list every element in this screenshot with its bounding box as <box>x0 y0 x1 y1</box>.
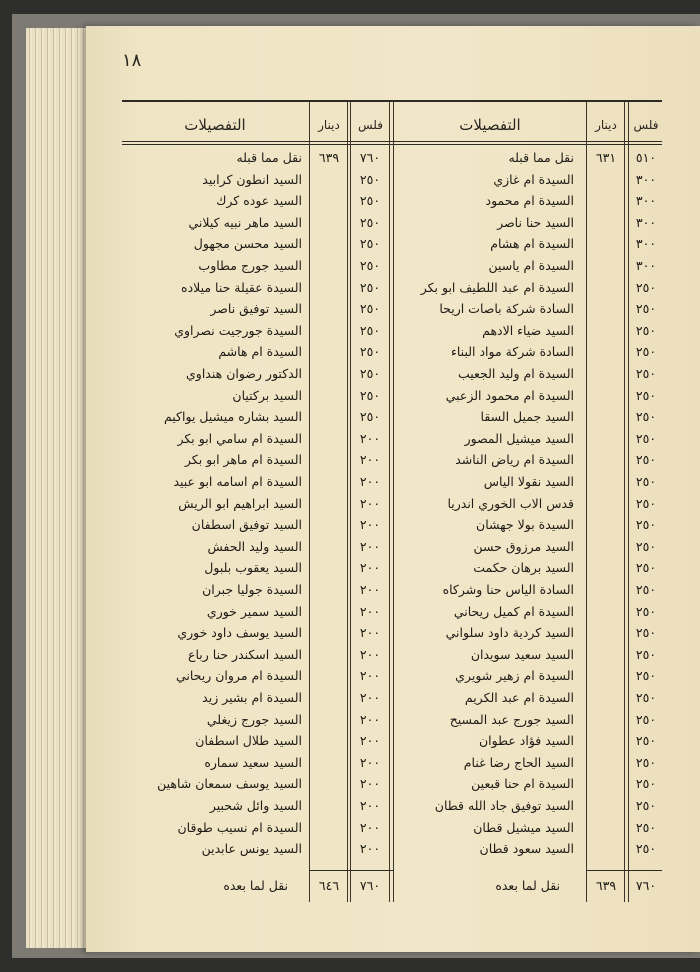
donor-name: السيدة ام هاشم <box>218 344 302 360</box>
carried-out-row <box>400 878 662 898</box>
carried-out-dinar: ٦٣٩ <box>595 878 617 893</box>
fils-amount: ٢٥٠ <box>635 754 657 770</box>
carried-in-label: نقل مما قبله <box>236 150 302 165</box>
ledger-entry-row <box>400 323 662 343</box>
carried-in-row <box>122 150 390 170</box>
ledger-entry-row <box>122 452 390 472</box>
ledger-entry-row <box>400 431 662 451</box>
ledger-entry-row <box>400 690 662 710</box>
donor-name: السيدة جورجيت نصراوي <box>174 322 302 338</box>
fils-amount: ٢٠٠ <box>359 474 381 489</box>
fils-amount: ٢٥٠ <box>635 776 657 792</box>
fils-amount: ٢٥٠ <box>635 344 657 360</box>
donor-name: السيد توفيق اسطفان <box>191 517 302 533</box>
fils-amount: ٢٥٠ <box>635 409 657 425</box>
fils-amount: ٢٠٠ <box>359 819 381 835</box>
donor-name: السيد يونس عابدين <box>201 841 302 857</box>
donor-name: السيد محسن مجهول <box>193 236 302 252</box>
carried-out-fils: ٧٦٠ <box>635 878 657 893</box>
ledger-entry-row <box>400 733 662 753</box>
donor-name: السيد وائل شحبير <box>209 798 302 813</box>
left-ledger-rows <box>122 150 390 893</box>
donor-name: السيد جورج عبد المسيح <box>449 711 574 727</box>
fils-amount: ٢٠٠ <box>359 776 381 792</box>
fils-amount: ٢٥٠ <box>635 517 657 533</box>
donor-name: السيد جورج زيغلي <box>206 711 302 727</box>
fils-amount: ٢٥٠ <box>635 452 657 468</box>
donor-name: السيد سمير خوري <box>206 603 302 619</box>
ledger-entry-row <box>122 193 390 213</box>
ledger-entry-row <box>400 582 662 602</box>
fils-amount: ٣٠٠ <box>635 171 657 187</box>
donor-name: السادة الياس حنا وشركاه <box>442 582 574 597</box>
fils-amount: ٢٥٠ <box>635 646 657 662</box>
fils-amount: ٢٥٠ <box>635 430 657 446</box>
carried-out-label: نقل لما بعده <box>223 878 288 893</box>
ledger-entry-row <box>400 668 662 688</box>
fils-amount: ٢٥٠ <box>359 279 381 295</box>
fils-amount: ٢٠٠ <box>359 711 381 727</box>
ledger-entry-row <box>122 625 390 645</box>
fils-amount: ٧٦٠ <box>359 150 381 165</box>
donor-name: السيدة ام عبد الكريم <box>464 690 574 705</box>
fils-amount: ٢٥٠ <box>359 322 381 338</box>
donor-name: السيدة عقيلة حنا ميلاده <box>181 279 302 295</box>
fils-amount: ٢٠٠ <box>359 733 381 749</box>
fils-amount: ٢٥٠ <box>635 301 657 317</box>
ledger-entry-row <box>122 409 390 429</box>
fils-amount: ٢٥٠ <box>359 258 381 273</box>
donor-name: السيد سعيد سويدان <box>470 646 574 662</box>
carried-out-label: نقل لما بعده <box>495 878 560 893</box>
ledger-entry-row <box>400 604 662 624</box>
donor-name: السيدة ام عبد اللطيف ابو بكر <box>420 279 574 295</box>
donor-name: السيد انطون كرابيد <box>202 171 302 187</box>
fils-amount: ٢٠٠ <box>359 517 381 533</box>
fils-amount: ٢٥٠ <box>359 301 381 317</box>
fils-amount: ٢٥٠ <box>635 625 657 641</box>
fils-amount: ٢٥٠ <box>635 841 657 857</box>
fils-amount: ٢٥٠ <box>635 495 657 511</box>
ledger-entry-row <box>400 647 662 667</box>
ledger-entry-row <box>400 172 662 192</box>
donor-name: السيد حنا ناصر <box>497 214 574 230</box>
fils-amount: ٣٠٠ <box>635 236 657 252</box>
ledger-entry-row <box>122 755 390 775</box>
donor-name: السيدة ام محمود <box>485 193 574 209</box>
fils-amount: ٥١٠ <box>635 150 657 165</box>
donor-name: السيد يعقوب بلبول <box>204 560 302 576</box>
donor-name: السيدة ام نسيب طوقان <box>177 819 302 835</box>
ledger-entry-row <box>122 236 390 256</box>
fils-amount: ٢٥٠ <box>359 214 381 230</box>
ledger-entry-row <box>122 172 390 192</box>
ledger-entry-row <box>400 755 662 775</box>
page-number: ١٨ <box>122 50 142 71</box>
ledger-entry-row <box>400 776 662 796</box>
carried-out-row <box>122 878 390 898</box>
donor-name: السيدة ام اسامه ابو عبيد <box>173 474 302 489</box>
ledger-entry-row <box>400 280 662 300</box>
ledger-entry-row <box>122 366 390 386</box>
donor-name: السيدة ام رياض الناشد <box>455 452 574 468</box>
header-dinar-left: دينار <box>318 118 340 132</box>
ledger-entry-row <box>400 841 662 861</box>
ledger-entry-row <box>400 517 662 537</box>
carried-in-label: نقل مما قبله <box>508 150 574 165</box>
ledger-entry-row <box>400 625 662 645</box>
donor-name: السيد توفيق ناصر <box>210 301 302 317</box>
ledger-entry-row <box>122 820 390 840</box>
header-details-left: التفصيلات <box>184 116 246 134</box>
fils-amount: ٢٥٠ <box>359 171 381 187</box>
header-details-right: التفصيلات <box>459 116 521 134</box>
ledger-entry-row <box>400 258 662 278</box>
donor-name: السيدة ام مروان ريحاني <box>175 668 302 684</box>
fils-amount: ٣٠٠ <box>635 214 657 230</box>
fils-amount: ٢٥٠ <box>635 711 657 727</box>
ledger-entry-row <box>122 668 390 688</box>
carried-out-dinar: ٦٤٦ <box>318 878 340 893</box>
donor-name: السيدة ام بشير زيد <box>202 690 302 705</box>
ledger-entry-row <box>400 388 662 408</box>
donor-name: السيدة ام سامي ابو بكر <box>177 430 302 446</box>
donor-name: السيد برهان حكمت <box>473 560 574 576</box>
donor-name: السيد كردية داود سلواني <box>445 625 574 641</box>
ledger-entry-row <box>122 258 390 278</box>
donor-name: السيدة ام حنا قبعين <box>471 776 574 792</box>
fils-amount: ٢٥٠ <box>635 819 657 835</box>
donor-name: الدكتور رضوان هنداوي <box>186 366 302 381</box>
ledger-entry-row <box>400 366 662 386</box>
fils-amount: ٢٥٠ <box>635 366 657 381</box>
donor-name: السيد عوده كرك <box>216 193 302 209</box>
fils-amount: ٢٠٠ <box>359 538 381 554</box>
donor-name: السيدة ام وليد الجعيب <box>457 366 574 381</box>
donor-name: السيدة ام ماهر ابو بكر <box>184 452 302 468</box>
ledger-entry-row <box>122 280 390 300</box>
ledger-entry-row <box>122 841 390 861</box>
fils-amount: ٢٥٠ <box>635 582 657 597</box>
donor-name: السيدة ام محمود الزعبي <box>445 387 574 403</box>
fils-amount: ٢٥٠ <box>635 733 657 749</box>
donor-name: السيد جورج مطاوب <box>198 258 302 273</box>
ledger-entry-row <box>122 496 390 516</box>
fils-amount: ٢٥٠ <box>359 409 381 425</box>
fils-amount: ٣٠٠ <box>635 258 657 273</box>
ledger-entry-row <box>122 517 390 537</box>
fils-amount: ٢٠٠ <box>359 754 381 770</box>
donor-name: السيد ضياء الادهم <box>482 322 574 338</box>
fils-amount: ٢٠٠ <box>359 495 381 511</box>
fils-amount: ٢٠٠ <box>359 668 381 684</box>
donor-name: السيدة ام غازي <box>493 171 574 187</box>
ledger-entry-row <box>122 712 390 732</box>
fils-amount: ٢٠٠ <box>359 452 381 468</box>
ledger-entry-row <box>122 647 390 667</box>
fils-amount: ٢٥٠ <box>635 322 657 338</box>
fils-amount: ٢٠٠ <box>359 625 381 641</box>
donor-name: السيد اسكندر حنا رباع <box>188 646 302 662</box>
ledger-entry-row <box>400 560 662 580</box>
right-ledger-rows <box>400 150 662 893</box>
ledger-entry-row <box>122 215 390 235</box>
carried-in-row <box>400 150 662 170</box>
fils-amount: ٢٥٠ <box>359 387 381 403</box>
header-dinar-right: دينار <box>595 118 617 132</box>
donor-name: السيد طلال اسطفان <box>195 733 302 749</box>
fils-amount: ٢٥٠ <box>635 668 657 684</box>
fils-amount: ٢٠٠ <box>359 582 381 597</box>
ledger-entry-row <box>122 431 390 451</box>
fils-amount: ٢٠٠ <box>359 646 381 662</box>
header-rule <box>122 141 662 142</box>
ledger-entry-row <box>122 474 390 494</box>
fils-amount: ٢٥٠ <box>635 798 657 813</box>
fils-amount: ٢٥٠ <box>635 279 657 295</box>
fils-amount: ٢٠٠ <box>359 690 381 705</box>
header-fils-right: فلس <box>633 118 659 132</box>
ledger-entry-row <box>122 582 390 602</box>
dinar-amount: ٦٣٩ <box>318 150 340 165</box>
ledger-entry-row <box>122 560 390 580</box>
fils-amount: ٢٥٠ <box>635 387 657 403</box>
donor-name: قدس الاب الخوري اندريا <box>447 495 574 511</box>
donor-name: السيد ميشيل قطان <box>473 819 574 835</box>
donor-name: السيد ابراهيم ابو الريش <box>178 495 302 511</box>
ledger-entry-row <box>400 301 662 321</box>
ledger-entry-row <box>122 344 390 364</box>
ledger-entry-row <box>400 193 662 213</box>
donor-name: السيدة ام كميل ريحاني <box>453 603 574 619</box>
donor-name: السيد نقولا الياس <box>483 474 574 489</box>
fils-amount: ٢٥٠ <box>359 193 381 209</box>
fils-amount: ٣٠٠ <box>635 193 657 209</box>
ledger-entry-row <box>122 798 390 818</box>
ledger-entry-row <box>400 539 662 559</box>
donor-name: السيد سعيد سماره <box>204 754 302 770</box>
ledger-entry-row <box>122 690 390 710</box>
ledger-entry-row <box>400 474 662 494</box>
donor-name: السادة شركة مواد البناء <box>450 344 574 360</box>
donor-name: السيد بركتيان <box>232 387 302 403</box>
ledger-entry-row <box>400 798 662 818</box>
ledger-entry-row <box>400 409 662 429</box>
fils-amount: ٢٥٠ <box>635 603 657 619</box>
ledger-entry-row <box>400 236 662 256</box>
ledger-entry-row <box>122 776 390 796</box>
donor-name: السيد ميشيل المصور <box>464 430 574 446</box>
ledger-entry-row <box>122 323 390 343</box>
fils-amount: ٢٥٠ <box>359 236 381 252</box>
fils-amount: ٢٠٠ <box>359 560 381 576</box>
ledger-entry-row <box>122 733 390 753</box>
donor-name: السيدة ام هشام <box>490 236 574 252</box>
donor-name: السيد توفيق جاد الله قطان <box>434 798 574 813</box>
ledger-entry-row <box>400 712 662 732</box>
fils-amount: ٢٠٠ <box>359 798 381 813</box>
header-rule-2 <box>122 144 662 145</box>
fils-amount: ٢٥٠ <box>635 690 657 705</box>
fils-amount: ٢٥٠ <box>635 560 657 576</box>
fils-amount: ٢٥٠ <box>635 474 657 489</box>
fils-amount: ٢٥٠ <box>359 366 381 381</box>
donor-name: السيدة جوليا جبران <box>202 582 302 597</box>
center-divider <box>393 102 394 902</box>
donor-name: السيد الحاج رضا غنام <box>463 754 574 770</box>
donor-name: السيد سعود قطان <box>479 841 574 857</box>
ledger-entry-row <box>122 539 390 559</box>
donor-name: السيدة ام ياسين <box>488 258 574 273</box>
donor-name: السيد يوسف سمعان شاهين <box>157 776 302 792</box>
dinar-amount: ٦٣١ <box>595 150 617 165</box>
fils-amount: ٢٠٠ <box>359 841 381 857</box>
fils-amount: ٢٥٠ <box>635 538 657 554</box>
ledger-entry-row <box>122 604 390 624</box>
donor-name: السيد يوسف داود خوري <box>177 625 302 641</box>
donor-name: السيدة بولا جهشان <box>476 517 574 533</box>
fils-amount: ٢٥٠ <box>359 344 381 360</box>
ledger-entry-row <box>400 215 662 235</box>
carried-out-fils: ٧٦٠ <box>359 878 381 893</box>
donor-name: السيد وليد الحفش <box>207 538 302 554</box>
fils-amount: ٢٠٠ <box>359 430 381 446</box>
ledger-entry-row <box>122 388 390 408</box>
donor-name: السيد بشاره ميشيل يواكيم <box>163 409 302 425</box>
donor-name: السيد فؤاد عطوان <box>478 733 574 749</box>
top-rule <box>122 100 662 102</box>
fils-amount: ٢٠٠ <box>359 603 381 619</box>
ledger-entry-row <box>400 452 662 472</box>
donor-name: السيد مرزوق حسن <box>473 538 574 554</box>
ledger-entry-row <box>400 344 662 364</box>
header-fils-left: فلس <box>357 118 383 132</box>
donor-name: السيد جميل السقا <box>480 409 574 425</box>
ledger-entry-row <box>122 301 390 321</box>
donor-name: السيد ماهر نبيه كيلاني <box>188 214 302 230</box>
donor-name: السادة شركة باصات اريحا <box>439 301 574 317</box>
ledger-entry-row <box>400 496 662 516</box>
donor-name: السيدة ام زهير شويري <box>455 668 574 684</box>
ledger-entry-row <box>400 820 662 840</box>
